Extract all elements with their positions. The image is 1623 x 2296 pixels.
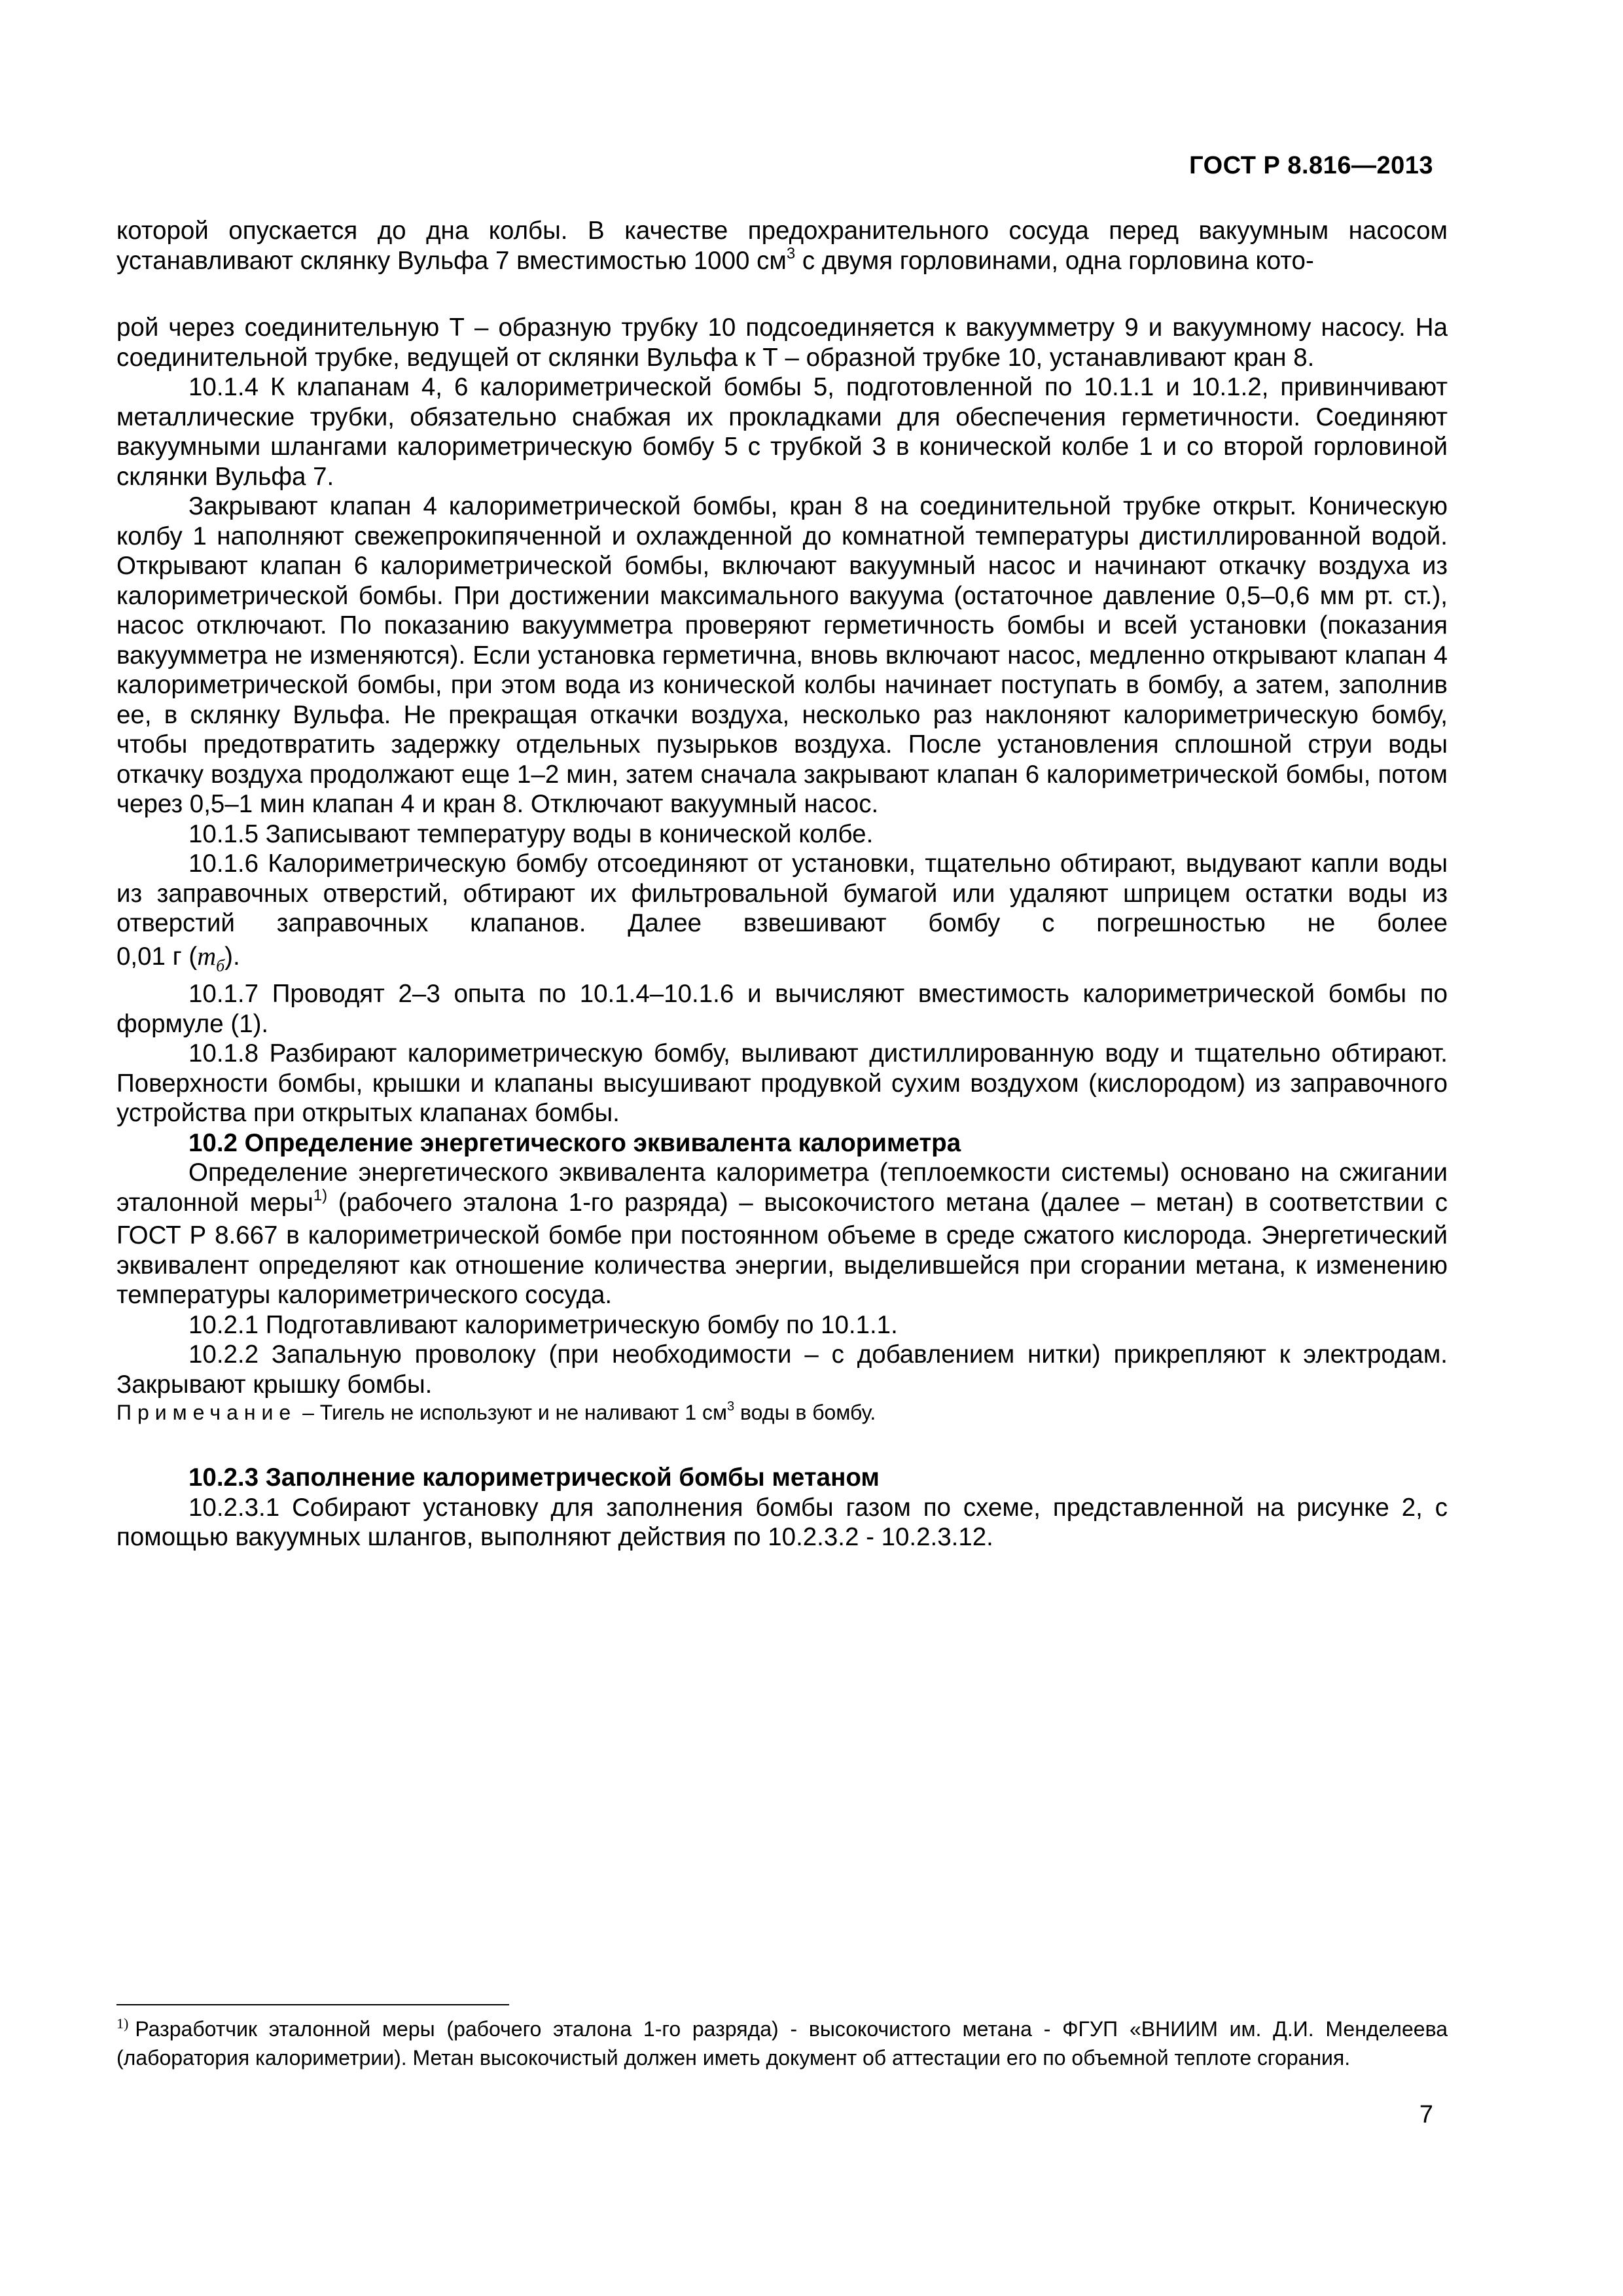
footnote-text: Разработчик эталонной меры (рабочего эталона 1-го разряда) - высокочистого метана - ФГУП «ВНИИМ им. Д.И. Менделеева (лаборатория калориметрии). Метан высокочистый должен иметь документ об аттестации его по объемной теплоте сгорания. — [116, 2017, 1448, 2070]
document-code-header: ГОСТ Р 8.816—2013 — [1189, 152, 1433, 179]
paragraph-10-1-8: 10.1.8 Разбирают калориметрическую бомбу, выливают дистиллированную воду и тщательно обтирают. Поверхности бомбы, крышки и клапаны высушивают продувкой сухим воздухом (кислородом) из заправочного устройства при открытых клапанах бомбы. — [116, 1039, 1448, 1127]
paragraph-10-1-4: 10.1.4 К клапанам 4, 6 калориметрической бомбы 5, подготовленной по 10.1.1 и 10.1.2, привинчивают металлические трубки, обязательно снабжая их прокладками для обеспечения герметичности. Соединяют вакуумными шлангами калориметрическую бомбу 5 с трубкой 3 в конической колбе 1 и со второй горловиной склянки Вульфа 7. — [116, 373, 1448, 491]
footnote-reference: 1) — [313, 1186, 328, 1204]
note: Примечание – Тигель не используют и не наливают 1 $см^3$ воды в бомбу. — [116, 1399, 876, 1424]
paragraph-10-2-2: 10.2.2 Запальную проволоку (при необходимости – с добавлением нитки) прикрепляют к электродам. Закрывают крышку бомбы. — [116, 1340, 1448, 1399]
footnote-divider — [116, 2004, 509, 2005]
paragraph-10-2-3-1: 10.2.3.1 Собирают установку для заполнения бомбы газом по схеме, представленной на рисунке 2, с помощью вакуумных шлангов, выполняют действия по 10.2.3.2 - 10.2.3.12. — [116, 1493, 1448, 1551]
paragraph-continuation-2: рой через соединительную Т – образную трубку 10 подсоединяется к вакуумметру 9 и вакуумному насосу. На соединительной трубке, ведущей от склянки Вульфа к Т – образной трубке 10, устанавливают кран 8. — [116, 314, 1448, 372]
note-label: Примечание — [116, 1401, 297, 1424]
paragraph-continuation-1: которой опускается до дна колбы. В качестве предохранительного сосуда перед вакуумным насосом устанавливают склянку Вульфа 7 вместимостью 1000 $см^3$ с двумя горловинами, одна горловина кото- — [116, 217, 1448, 275]
page-number: 7 — [1419, 2101, 1433, 2128]
paragraph-10-1-6: 10.1.6 Калориметрическую бомбу отсоединяют от установки, тщательно обтирают, выдувают капли воды из заправочных отверстий, обтирают их фильтровальной бумагой или удаляют шприцем остатки воды из отверстий заправочных клапанов. Далее взвешивают бомбу с погрешностью не более — [116, 850, 1448, 937]
paragraph-vacuum-procedure: Закрывают клапан 4 калориметрической бомбы, кран 8 на соединительной трубке открыт. Коническую колбу 1 наполняют свежепрокипяченной и охлажденной до комнатной температуры дистиллированной водой. Открывают клапан 6 калориметрической бомбы, включают вакуумный насос и начинают откачку воздуха из калориметрической бомбы. При достижении максимального вакуума (остаточное давление 0,5–0,6 мм рт. ст.), насос отключают. По показанию вакуумметра проверяют герметичность бомбы и всей установки (показания вакуумметра не изменяются). Если установка герметична, вновь включают насос, медленно открывают клапан 4 калориметрической бомбы, при этом вода из конической колбы начинает поступать в бомбу, а затем, заполнив ее, в склянку Вульфа. Не прекращая откачки воздуха, несколько раз наклоняют калориметрическую бомбу, чтобы предотвратить задержку отдельных пузырьков воздуха. После установления сплошной струи воды откачку воздуха продолжают еще 1–2 мин, затем сначала закрывают клапан 6 калориметрической бомбы, потом через 0,5–1 мин клапан 4 и кран 8. Отключают вакуумный насос. — [116, 492, 1448, 818]
footnote-mark: 1) — [116, 2015, 129, 2032]
footnote — [116, 2016, 1448, 2071]
paragraph-mass-formula: 0,01 г $(m_б)$. — [116, 941, 240, 975]
document-body — [116, 216, 1448, 1552]
paragraph-10-2-intro: Определение энергетического эквивалента калориметра (теплоемкости системы) основано на сжигании эталонной меры$^{1)}$ (рабочего эталона 1-го разряда) – высокочистого метана (далее – метан) в соответствии с ГОСТ Р 8.667 в калориметрической бомбе при постоянном объеме в среде сжатого кислорода. Энергетический эквивалент определяют как отношение количества энергии, выделившейся при сгорании метана, к изменению температуры калориметрического сосуда. — [116, 1158, 1448, 1309]
formula-mass-symbol: m — [197, 941, 217, 971]
heading-10-2-3: 10.2.3 Заполнение калориметрической бомбы метаном — [188, 1463, 880, 1492]
paragraph-10-1-5: 10.1.5 Записывают температуру воды в конической колбе. — [188, 819, 874, 848]
heading-10-2: 10.2 Определение энергетического эквивалента калориметра — [188, 1128, 961, 1157]
paragraph-10-2-1: 10.2.1 Подготавливают калориметрическую бомбу по 10.1.1. — [188, 1310, 898, 1339]
paragraph-10-1-7: 10.1.7 Проводят 2–3 опыта по 10.1.4–10.1.6 и вычисляют вместимость калориметрической бомбы по формуле (1). — [116, 980, 1448, 1038]
